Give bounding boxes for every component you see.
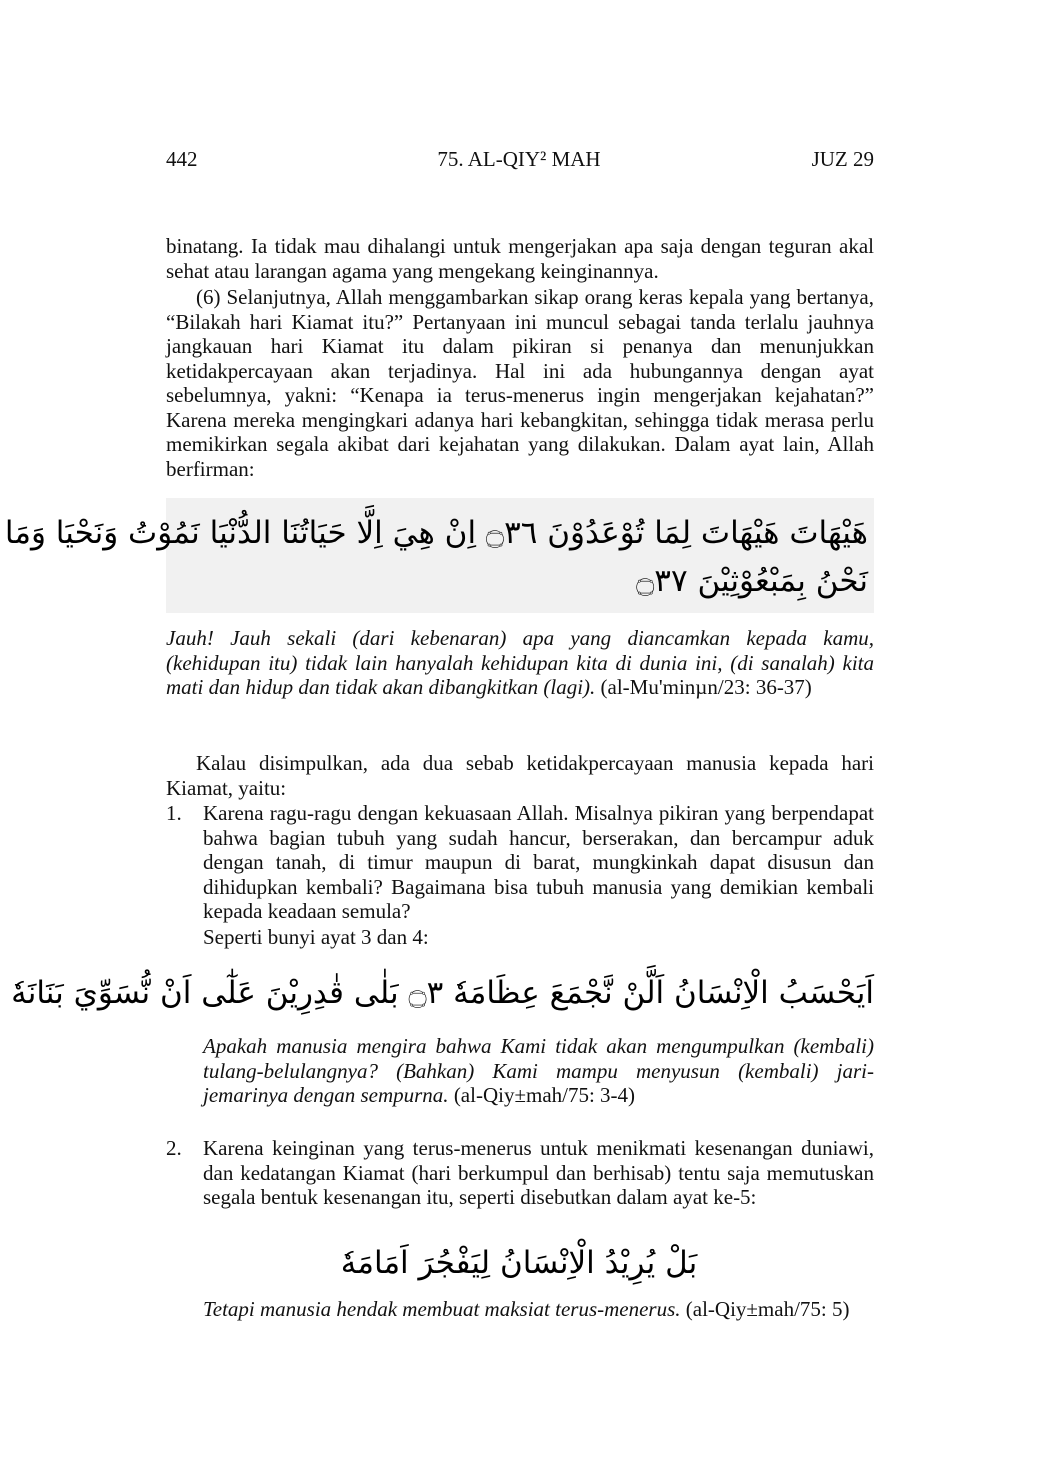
- translation-1-text: Jauh! Jauh sekali (dari kebenaran) apa yang diancamkan kepada kamu, (kehidupan itu) tidak lain hanyalah kehidupan kita di dunia ini, (di sanalah) kita mati dan hidup dan tidak akan dibangkitkan (lagi).: [166, 626, 874, 699]
- translation-2: [203, 1034, 874, 1108]
- arabic-verse-2: اَيَحْسَبُ الْاِنْسَانُ اَلَّنْ نَّجْمَعَ عِظَامَهٗ ۝٣ بَلٰى قٰدِرِيْنَ عَلٰٓى اَنْ نُّسَوِّيَ بَنَانَهٗ: [11, 975, 874, 1011]
- page-number: 442: [166, 147, 198, 171]
- translation-3: [203, 1297, 874, 1322]
- translation-2-ref: (al-Qiy±mah/75: 3-4): [453, 1083, 636, 1107]
- intro-paragraph: binatang. Ia tidak mau dihalangi untuk mengerjakan apa saja dengan teguran akal sehat atau larangan agama yang mengekang keinginannya.: [166, 234, 874, 283]
- translation-2-text: Apakah manusia mengira bahwa Kami tidak akan mengumpulkan (kembali) tulang-belulangnya? (Bahkan) Kami mampu menyusun (kembali) jari-jemarinya dengan sempurna.: [203, 1034, 874, 1107]
- list-item-2-number: 2.: [166, 1136, 182, 1160]
- paragraph-6: (6) Selanjutnya, Allah menggambarkan sikap orang keras kepala yang bertanya, “Bilakah hari Kiamat itu?” Pertanyaan ini muncul sebagai tanda terlalu jauhnya jangkauan hari Kiamat itu dalam pikiran si penanya dan menunjukkan ketidakpercayaan akan terjadinya. Hal ini ada hubungannya dengan ayat sebelumnya, yakni: “Kenapa ia terus-menerus ingin mengerjakan kejahatan?” Karena mereka mengingkari adanya hari kebangkitan, sehingga tidak merasa perlu memikirkan segala akibat dari kejahatan yang dilakukan. Dalam ayat lain, Allah berfirman:: [166, 285, 874, 481]
- arabic-verse-3: بَلْ يُرِيْدُ الْاِنْسَانُ لِيَفْجُرَ اَمَامَهٗ: [340, 1245, 698, 1281]
- list-item-2-text: Karena keinginan yang terus-menerus untuk menikmati kesenangan duniawi, dan kedatangan Kiamat (hari berkumpul dan berhisab) tentu saja memutuskan segala bentuk kesenangan itu, seperti disebutkan dalam ayat ke-5:: [203, 1136, 874, 1209]
- list-item-1-intro: Seperti bunyi ayat 3 dan 4:: [203, 925, 429, 949]
- conclusion-paragraph: Kalau disimpulkan, ada dua sebab ketidakpercayaan manusia kepada hari Kiamat, yaitu:: [166, 751, 874, 800]
- arabic-verse-1-line2: نَحْنُ بِمَبْعُوْثِيْنَ ۝٣٧: [636, 563, 868, 599]
- surah-title: 75. AL-QIY² MAH: [437, 147, 601, 171]
- list-item-1-text: Karena ragu-ragu dengan kekuasaan Allah. Misalnya pikiran yang berpendapat bahwa bagian tubuh yang sudah hancur, berserakan, dan bercampur aduk dengan tanah, di timur maupun di barat, mungkinkah dapat disusun dan dihidupkan kembali? Bagaimana bisa tubuh manusia yang demikian kembali kepada keadaan semula?: [203, 801, 874, 923]
- arabic-verse-1-line1: هَيْهَاتَ هَيْهَاتَ لِمَا تُوْعَدُوْنَ ۝٣٦ اِنْ هِيَ اِلَّا حَيَاتُنَا الدُّنْيَا نَمُوْتُ وَنَحْيَا وَمَا: [4, 515, 868, 551]
- translation-3-ref: (al-Qiy±mah/75: 5): [685, 1297, 850, 1321]
- translation-1: [166, 626, 874, 700]
- juz-label: JUZ 29: [811, 147, 874, 171]
- list-item-1-number: 1.: [166, 801, 182, 825]
- arabic-verse-block-1: [4, 498, 874, 613]
- translation-3-text: Tetapi manusia hendak membuat maksiat terus-menerus.: [203, 1297, 681, 1321]
- translation-1-ref: (al-Mu'minµn/23: 36-37): [600, 675, 812, 699]
